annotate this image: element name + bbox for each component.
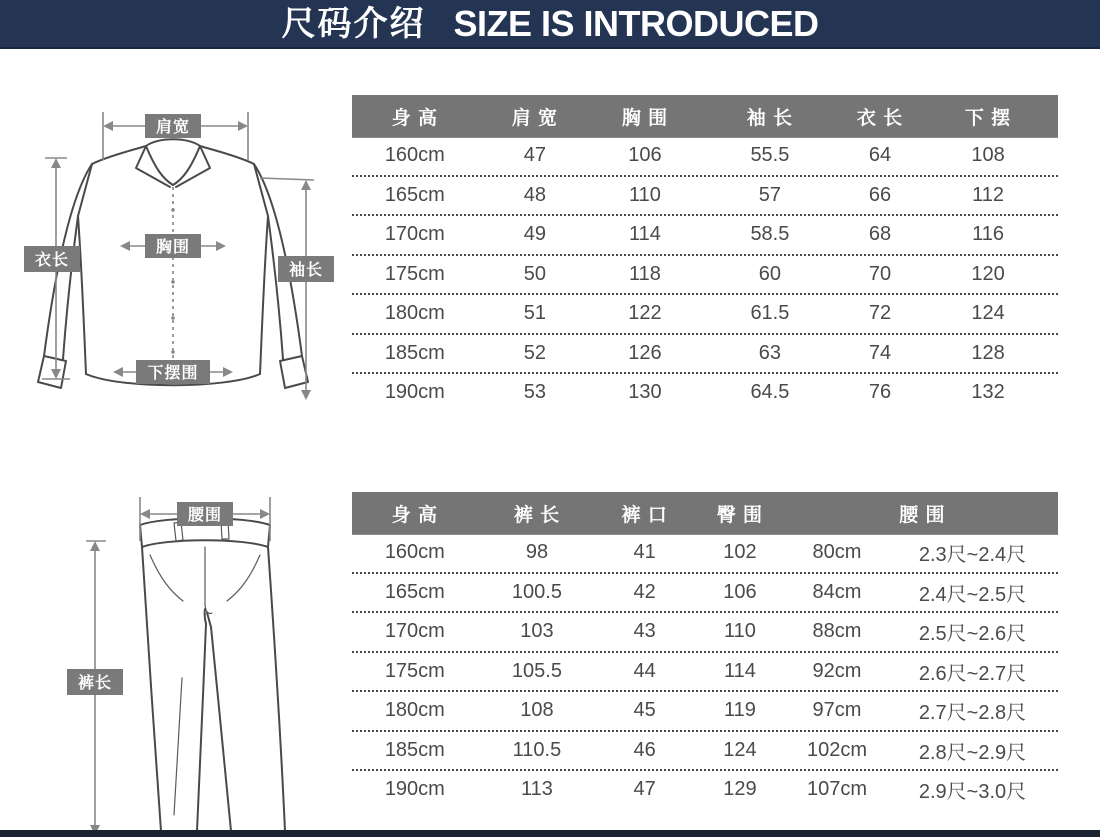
table-row [352, 653, 1058, 693]
table-cell: 55.5 [750, 144, 790, 167]
table-cell: 180cm [384, 699, 445, 722]
garment-length-dimension-arrow [24, 158, 80, 379]
table-row [352, 177, 1058, 217]
table-cell: 106 [628, 144, 662, 167]
table-row [352, 256, 1058, 296]
column-header: 袖 长 [746, 107, 794, 129]
table-cell: 132 [971, 381, 1005, 404]
table-cell: 72 [868, 302, 892, 325]
table-cell: 128 [971, 341, 1005, 364]
table-cell: 68 [868, 223, 892, 246]
table-row [352, 137, 1058, 177]
table-cell: 122 [628, 302, 662, 325]
table-cell: 2.5尺~2.6尺 [918, 623, 1027, 646]
bottom-divider-bar [0, 830, 1100, 837]
table-cell: 105.5 [511, 659, 562, 682]
table-cell: 114 [629, 223, 661, 246]
table-cell: 107cm [806, 778, 867, 801]
table-cell: 175cm [384, 262, 445, 285]
table-cell: 47 [633, 778, 656, 801]
table-cell: 110.5 [512, 738, 562, 761]
table-cell: 41 [633, 541, 656, 564]
table-cell: 44 [633, 659, 656, 682]
table-cell: 52 [523, 341, 546, 364]
table-cell: 47 [523, 144, 546, 167]
table-cell: 100.5 [511, 580, 562, 603]
chest-label: 胸围 [155, 239, 191, 256]
table-cell: 66 [868, 183, 892, 206]
shirt-table-body [352, 137, 1058, 412]
table-cell: 97cm [812, 699, 862, 722]
shirt-placket [171, 187, 175, 376]
table-row [352, 534, 1058, 574]
table-cell: 120 [971, 262, 1005, 285]
table-cell: 108 [971, 144, 1005, 167]
pants-length-dimension-arrow [67, 541, 125, 835]
shirt-measurement-diagram [8, 88, 338, 418]
table-cell: 2.4尺~2.5尺 [918, 583, 1027, 606]
table-cell: 180cm [384, 302, 445, 325]
title-banner [0, 0, 1100, 49]
table-cell: 110 [723, 620, 756, 643]
table-cell: 48 [523, 183, 546, 206]
table-cell: 88cm [812, 620, 862, 643]
table-cell: 160cm [384, 541, 445, 564]
table-cell: 124 [723, 738, 757, 761]
waist-dimension-arrow [140, 497, 270, 541]
column-header: 肩 宽 [511, 107, 558, 129]
table-cell: 190cm [384, 381, 445, 404]
table-cell: 110 [629, 183, 661, 206]
table-cell: 64 [868, 144, 892, 167]
table-cell: 98 [525, 541, 549, 564]
pants-size-table [352, 492, 1058, 809]
table-cell: 2.3尺~2.4尺 [918, 544, 1027, 567]
table-row [352, 216, 1058, 256]
table-cell: 119 [723, 699, 756, 722]
table-row [352, 613, 1058, 653]
table-cell: 2.6尺~2.7尺 [918, 662, 1027, 685]
shirt-size-table [352, 95, 1058, 412]
column-header: 身 高 [391, 504, 438, 526]
table-row [352, 574, 1058, 614]
column-header: 裤 口 [621, 504, 668, 526]
table-cell: 2.7尺~2.8尺 [918, 702, 1027, 725]
table-cell: 185cm [384, 738, 445, 761]
table-cell: 2.9尺~3.0尺 [918, 781, 1027, 804]
table-cell: 114 [723, 659, 756, 682]
table-cell: 42 [633, 580, 656, 603]
table-cell: 2.8尺~2.9尺 [918, 741, 1027, 764]
table-cell: 165cm [384, 580, 445, 603]
table-cell: 61.5 [750, 302, 790, 325]
table-cell: 124 [971, 302, 1005, 325]
table-cell: 102 [723, 541, 757, 564]
column-header: 胸 围 [621, 107, 669, 129]
table-row [352, 335, 1058, 375]
table-cell: 63 [758, 341, 782, 364]
shirt-table-header [352, 95, 1058, 137]
table-cell: 113 [521, 778, 553, 801]
table-cell: 92cm [812, 659, 862, 682]
table-cell: 74 [868, 341, 892, 364]
table-cell: 60 [758, 262, 782, 285]
shoulder-width-label: 肩宽 [155, 119, 191, 136]
column-header: 腰 围 [899, 504, 946, 526]
table-cell: 106 [723, 580, 757, 603]
table-cell: 116 [972, 223, 1004, 246]
table-cell: 46 [633, 738, 656, 761]
table-cell: 118 [629, 262, 661, 285]
table-row [352, 295, 1058, 335]
table-cell: 130 [628, 381, 662, 404]
sleeve-length-label: 袖长 [288, 262, 324, 279]
table-cell: 45 [633, 699, 656, 722]
pants-outline [140, 518, 285, 834]
page-title-english: SIZE IS INTRODUCED [453, 2, 819, 44]
table-cell: 175cm [384, 659, 445, 682]
pants-table-body [352, 534, 1058, 809]
column-header: 身 高 [391, 107, 438, 129]
table-cell: 160cm [384, 144, 445, 167]
table-cell: 51 [523, 302, 546, 325]
column-header: 臀 围 [716, 504, 764, 526]
table-cell: 190cm [384, 778, 445, 801]
pants-length-label: 裤长 [77, 675, 113, 692]
table-row [352, 692, 1058, 732]
table-cell: 112 [972, 183, 1004, 206]
table-cell: 103 [520, 620, 554, 643]
table-cell: 53 [523, 381, 546, 404]
pants-table-header [352, 492, 1058, 534]
table-row [352, 771, 1058, 809]
table-row [352, 732, 1058, 772]
table-cell: 49 [523, 223, 546, 246]
table-cell: 165cm [384, 183, 445, 206]
hem-dimension-arrow [113, 360, 233, 384]
table-cell: 102cm [806, 738, 867, 761]
hem-label: 下摆围 [147, 365, 199, 382]
table-cell: 43 [633, 620, 656, 643]
column-header: 裤 长 [513, 504, 561, 526]
table-cell: 126 [628, 341, 662, 364]
table-cell: 58.5 [750, 223, 790, 246]
page-title-chinese: 尺码介绍 [281, 4, 426, 43]
waist-label: 腰围 [187, 507, 223, 524]
table-cell: 170cm [384, 620, 445, 643]
table-cell: 70 [868, 262, 892, 285]
table-cell: 170cm [384, 223, 445, 246]
pants-measurement-diagram [55, 483, 355, 837]
table-row [352, 374, 1058, 412]
garment-length-label: 衣长 [34, 252, 70, 269]
table-cell: 57 [758, 183, 782, 206]
table-cell: 80cm [812, 541, 862, 564]
sleeve-length-dimension-arrow [260, 178, 334, 400]
table-cell: 84cm [812, 580, 862, 603]
table-cell: 129 [723, 778, 757, 801]
table-cell: 108 [520, 699, 554, 722]
table-cell: 185cm [384, 341, 445, 364]
chest-dimension-arrow [120, 234, 226, 258]
table-cell: 50 [523, 262, 546, 285]
column-header: 衣 长 [856, 107, 904, 129]
table-cell: 64.5 [750, 381, 790, 404]
table-cell: 76 [868, 381, 892, 404]
column-header: 下 摆 [964, 107, 1012, 129]
